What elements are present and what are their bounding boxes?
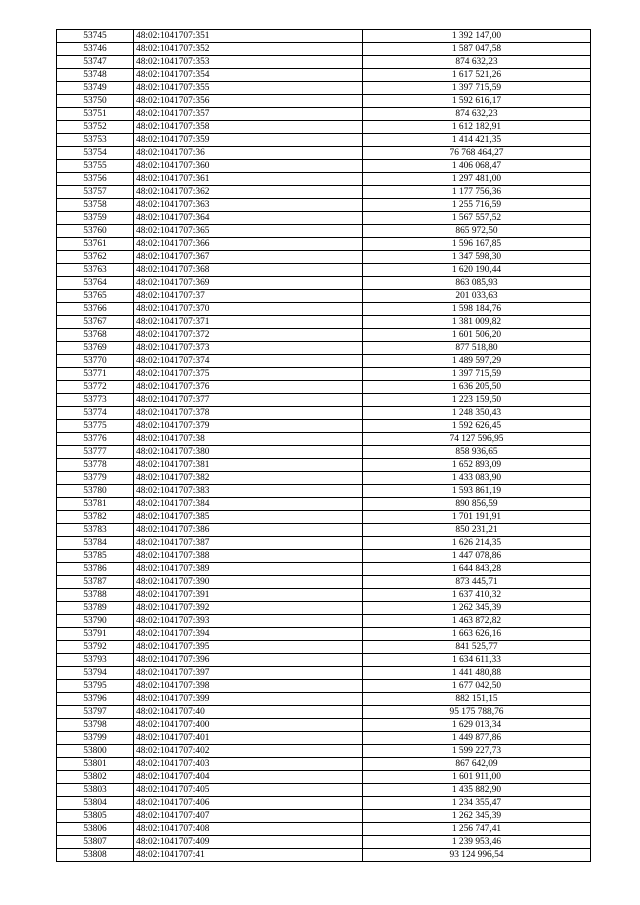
value-cell: 1 592 626,45 [363,420,591,433]
row-number-cell: 53793 [57,654,134,667]
table-row [57,251,591,264]
cadastral-number-cell: 48:02:1041707:405 [134,784,363,797]
cadastral-number-cell: 48:02:1041707:374 [134,355,363,368]
value-cell: 1 620 190,44 [363,264,591,277]
value-cell: 1 447 078,86 [363,550,591,563]
cadastral-number-cell: 48:02:1041707:356 [134,95,363,108]
value-cell: 1 406 068,47 [363,160,591,173]
cadastral-number-cell: 48:02:1041707:366 [134,238,363,251]
cadastral-number-cell: 48:02:1041707:370 [134,303,363,316]
table-row [57,121,591,134]
value-cell: 1 397 715,59 [363,368,591,381]
row-number-cell: 53766 [57,303,134,316]
value-cell: 873 445,71 [363,576,591,589]
row-number-cell: 53763 [57,264,134,277]
table-row [57,108,591,121]
table-body [57,30,591,862]
row-number-cell: 53788 [57,589,134,602]
table-row [57,407,591,420]
table-row [57,238,591,251]
cadastral-number-cell: 48:02:1041707:409 [134,836,363,849]
value-cell: 1 677 042,50 [363,680,591,693]
cadastral-number-cell: 48:02:1041707:404 [134,771,363,784]
table-row [57,446,591,459]
cadastral-number-cell: 48:02:1041707:400 [134,719,363,732]
row-number-cell: 53779 [57,472,134,485]
row-number-cell: 53796 [57,693,134,706]
value-cell: 1 297 481,00 [363,173,591,186]
value-cell: 1 433 083,90 [363,472,591,485]
cadastral-number-cell: 48:02:1041707:358 [134,121,363,134]
table-row [57,394,591,407]
value-cell: 1 629 013,34 [363,719,591,732]
cadastral-value-table [56,29,591,862]
cadastral-number-cell: 48:02:1041707:363 [134,199,363,212]
value-cell: 1 601 506,20 [363,329,591,342]
value-cell: 1 381 009,82 [363,316,591,329]
value-cell: 863 085,93 [363,277,591,290]
table-row [57,550,591,563]
row-number-cell: 53754 [57,147,134,160]
value-cell: 1 177 756,36 [363,186,591,199]
value-cell: 1 248 350,43 [363,407,591,420]
cadastral-number-cell: 48:02:1041707:384 [134,498,363,511]
value-cell: 1 636 205,50 [363,381,591,394]
table-row [57,381,591,394]
value-cell: 1 612 182,91 [363,121,591,134]
value-cell: 850 231,21 [363,524,591,537]
value-cell: 1 626 214,35 [363,537,591,550]
table-row [57,719,591,732]
value-cell: 1 449 877,86 [363,732,591,745]
cadastral-number-cell: 48:02:1041707:395 [134,641,363,654]
cadastral-number-cell: 48:02:1041707:371 [134,316,363,329]
row-number-cell: 53799 [57,732,134,745]
cadastral-number-cell: 48:02:1041707:362 [134,186,363,199]
cadastral-number-cell: 48:02:1041707:389 [134,563,363,576]
row-number-cell: 53762 [57,251,134,264]
table-row [57,459,591,472]
table-row [57,823,591,836]
table-row [57,563,591,576]
cadastral-number-cell: 48:02:1041707:353 [134,56,363,69]
cadastral-number-cell: 48:02:1041707:361 [134,173,363,186]
table-row [57,849,591,862]
row-number-cell: 53774 [57,407,134,420]
row-number-cell: 53792 [57,641,134,654]
row-number-cell: 53753 [57,134,134,147]
table-row [57,420,591,433]
row-number-cell: 53778 [57,459,134,472]
table-row [57,745,591,758]
table-row [57,290,591,303]
table-row [57,771,591,784]
table-row [57,160,591,173]
cadastral-number-cell: 48:02:1041707:408 [134,823,363,836]
table-row [57,667,591,680]
value-cell: 841 525,77 [363,641,591,654]
row-number-cell: 53770 [57,355,134,368]
row-number-cell: 53772 [57,381,134,394]
cadastral-number-cell: 48:02:1041707:390 [134,576,363,589]
cadastral-number-cell: 48:02:1041707:407 [134,810,363,823]
cadastral-number-cell: 48:02:1041707:377 [134,394,363,407]
value-cell: 1 463 872,82 [363,615,591,628]
cadastral-number-cell: 48:02:1041707:359 [134,134,363,147]
table-row [57,680,591,693]
row-number-cell: 53757 [57,186,134,199]
table-row [57,69,591,82]
table-row [57,810,591,823]
table-row [57,654,591,667]
cadastral-number-cell: 48:02:1041707:379 [134,420,363,433]
table-row [57,615,591,628]
table-row [57,329,591,342]
value-cell: 858 936,65 [363,446,591,459]
cadastral-number-cell: 48:02:1041707:375 [134,368,363,381]
row-number-cell: 53786 [57,563,134,576]
row-number-cell: 53764 [57,277,134,290]
value-cell: 95 175 788,76 [363,706,591,719]
value-cell: 1 435 882,90 [363,784,591,797]
cadastral-number-cell: 48:02:1041707:402 [134,745,363,758]
value-cell: 1 652 893,09 [363,459,591,472]
value-cell: 76 768 464,27 [363,147,591,160]
table-row [57,498,591,511]
cadastral-number-cell: 48:02:1041707:373 [134,342,363,355]
row-number-cell: 53798 [57,719,134,732]
value-cell: 74 127 596,95 [363,433,591,446]
value-cell: 1 637 410,32 [363,589,591,602]
row-number-cell: 53787 [57,576,134,589]
row-number-cell: 53782 [57,511,134,524]
value-cell: 1 397 715,59 [363,82,591,95]
table-row [57,264,591,277]
cadastral-number-cell: 48:02:1041707:388 [134,550,363,563]
cadastral-number-cell: 48:02:1041707:399 [134,693,363,706]
value-cell: 1 255 716,59 [363,199,591,212]
table-row [57,95,591,108]
value-cell: 874 632,23 [363,108,591,121]
cadastral-number-cell: 48:02:1041707:406 [134,797,363,810]
cadastral-number-cell: 48:02:1041707:398 [134,680,363,693]
value-cell: 1 663 626,16 [363,628,591,641]
cadastral-number-cell: 48:02:1041707:391 [134,589,363,602]
row-number-cell: 53750 [57,95,134,108]
cadastral-number-cell: 48:02:1041707:386 [134,524,363,537]
row-number-cell: 53790 [57,615,134,628]
cadastral-number-cell: 48:02:1041707:381 [134,459,363,472]
value-cell: 1 596 167,85 [363,238,591,251]
value-cell: 93 124 996,54 [363,849,591,862]
cadastral-number-cell: 48:02:1041707:351 [134,30,363,43]
value-cell: 1 441 480,88 [363,667,591,680]
value-cell: 1 701 191,91 [363,511,591,524]
cadastral-number-cell: 48:02:1041707:37 [134,290,363,303]
row-number-cell: 53761 [57,238,134,251]
table-row [57,732,591,745]
cadastral-number-cell: 48:02:1041707:394 [134,628,363,641]
value-cell: 1 223 159,50 [363,394,591,407]
value-cell: 882 151,15 [363,693,591,706]
row-number-cell: 53781 [57,498,134,511]
table-row [57,212,591,225]
value-cell: 1 587 047,58 [363,43,591,56]
row-number-cell: 53759 [57,212,134,225]
row-number-cell: 53785 [57,550,134,563]
row-number-cell: 53797 [57,706,134,719]
cadastral-number-cell: 48:02:1041707:372 [134,329,363,342]
table-row [57,784,591,797]
cadastral-number-cell: 48:02:1041707:364 [134,212,363,225]
table-row [57,758,591,771]
cadastral-number-cell: 48:02:1041707:380 [134,446,363,459]
row-number-cell: 53749 [57,82,134,95]
cadastral-number-cell: 48:02:1041707:365 [134,225,363,238]
table-row [57,134,591,147]
row-number-cell: 53807 [57,836,134,849]
table-row [57,836,591,849]
table-row [57,368,591,381]
table-row [57,355,591,368]
cadastral-number-cell: 48:02:1041707:382 [134,472,363,485]
row-number-cell: 53808 [57,849,134,862]
value-cell: 1 598 184,76 [363,303,591,316]
cadastral-number-cell: 48:02:1041707:383 [134,485,363,498]
row-number-cell: 53752 [57,121,134,134]
table-row [57,30,591,43]
value-cell: 1 592 616,17 [363,95,591,108]
row-number-cell: 53777 [57,446,134,459]
cadastral-number-cell: 48:02:1041707:40 [134,706,363,719]
row-number-cell: 53802 [57,771,134,784]
table-row [57,277,591,290]
row-number-cell: 53776 [57,433,134,446]
value-cell: 1 617 521,26 [363,69,591,82]
cadastral-number-cell: 48:02:1041707:360 [134,160,363,173]
value-cell: 1 414 421,35 [363,134,591,147]
table-row [57,82,591,95]
row-number-cell: 53773 [57,394,134,407]
cadastral-number-cell: 48:02:1041707:387 [134,537,363,550]
row-number-cell: 53771 [57,368,134,381]
cadastral-number-cell: 48:02:1041707:393 [134,615,363,628]
table-row [57,485,591,498]
value-cell: 1 256 747,41 [363,823,591,836]
row-number-cell: 53747 [57,56,134,69]
cadastral-number-cell: 48:02:1041707:354 [134,69,363,82]
cadastral-number-cell: 48:02:1041707:397 [134,667,363,680]
value-cell: 1 392 147,00 [363,30,591,43]
cadastral-number-cell: 48:02:1041707:36 [134,147,363,160]
row-number-cell: 53784 [57,537,134,550]
value-cell: 1 262 345,39 [363,602,591,615]
row-number-cell: 53755 [57,160,134,173]
row-number-cell: 53794 [57,667,134,680]
row-number-cell: 53746 [57,43,134,56]
table-row [57,602,591,615]
table-row [57,342,591,355]
row-number-cell: 53745 [57,30,134,43]
value-cell: 877 518,80 [363,342,591,355]
row-number-cell: 53800 [57,745,134,758]
cadastral-number-cell: 48:02:1041707:38 [134,433,363,446]
row-number-cell: 53791 [57,628,134,641]
cadastral-number-cell: 48:02:1041707:376 [134,381,363,394]
row-number-cell: 53780 [57,485,134,498]
value-cell: 890 856,59 [363,498,591,511]
table-row [57,56,591,69]
row-number-cell: 53748 [57,69,134,82]
table-row [57,589,591,602]
table-row [57,186,591,199]
value-cell: 1 599 227,73 [363,745,591,758]
table-row [57,225,591,238]
value-cell: 1 634 611,33 [363,654,591,667]
row-number-cell: 53806 [57,823,134,836]
row-number-cell: 53760 [57,225,134,238]
table-row [57,641,591,654]
cadastral-number-cell: 48:02:1041707:352 [134,43,363,56]
cadastral-number-cell: 48:02:1041707:403 [134,758,363,771]
value-cell: 1 239 953,46 [363,836,591,849]
table-row [57,797,591,810]
table-row [57,693,591,706]
cadastral-number-cell: 48:02:1041707:385 [134,511,363,524]
value-cell: 1 593 861,19 [363,485,591,498]
cadastral-number-cell: 48:02:1041707:355 [134,82,363,95]
value-cell: 874 632,23 [363,56,591,69]
row-number-cell: 53803 [57,784,134,797]
table-row [57,524,591,537]
row-number-cell: 53765 [57,290,134,303]
row-number-cell: 53767 [57,316,134,329]
cadastral-number-cell: 48:02:1041707:392 [134,602,363,615]
cadastral-number-cell: 48:02:1041707:378 [134,407,363,420]
value-cell: 1 234 355,47 [363,797,591,810]
row-number-cell: 53768 [57,329,134,342]
table-row [57,511,591,524]
row-number-cell: 53805 [57,810,134,823]
table-row [57,628,591,641]
table-row [57,433,591,446]
cadastral-number-cell: 48:02:1041707:401 [134,732,363,745]
cadastral-number-cell: 48:02:1041707:367 [134,251,363,264]
row-number-cell: 53769 [57,342,134,355]
row-number-cell: 53775 [57,420,134,433]
row-number-cell: 53789 [57,602,134,615]
cadastral-number-cell: 48:02:1041707:357 [134,108,363,121]
value-cell: 1 347 598,30 [363,251,591,264]
row-number-cell: 53756 [57,173,134,186]
value-cell: 1 644 843,28 [363,563,591,576]
cadastral-number-cell: 48:02:1041707:368 [134,264,363,277]
table-row [57,472,591,485]
row-number-cell: 53758 [57,199,134,212]
value-cell: 1 601 911,00 [363,771,591,784]
table-row [57,537,591,550]
value-cell: 867 642,09 [363,758,591,771]
table-row [57,303,591,316]
value-cell: 865 972,50 [363,225,591,238]
row-number-cell: 53804 [57,797,134,810]
cadastral-number-cell: 48:02:1041707:41 [134,849,363,862]
table-row [57,199,591,212]
table-row [57,576,591,589]
row-number-cell: 53795 [57,680,134,693]
table-row [57,43,591,56]
row-number-cell: 53801 [57,758,134,771]
value-cell: 201 033,63 [363,290,591,303]
table-row [57,316,591,329]
value-cell: 1 567 557,52 [363,212,591,225]
cadastral-number-cell: 48:02:1041707:396 [134,654,363,667]
row-number-cell: 53783 [57,524,134,537]
cadastral-number-cell: 48:02:1041707:369 [134,277,363,290]
table-row [57,173,591,186]
value-cell: 1 262 345,39 [363,810,591,823]
table-row [57,147,591,160]
row-number-cell: 53751 [57,108,134,121]
value-cell: 1 489 597,29 [363,355,591,368]
table-row [57,706,591,719]
